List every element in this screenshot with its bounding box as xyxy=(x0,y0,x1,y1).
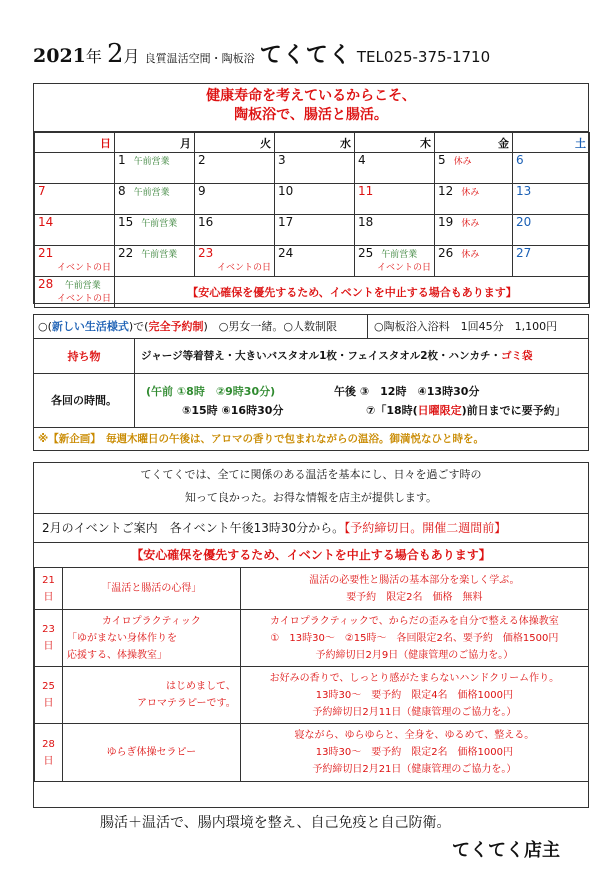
day-number: 22 xyxy=(118,246,134,260)
calendar-block xyxy=(33,83,589,304)
day-tag: 休み xyxy=(461,250,480,260)
day-number: 3 xyxy=(278,153,286,167)
event-date-unit: 日 xyxy=(43,591,54,603)
event-day-label: イベントの日 xyxy=(376,263,431,273)
calendar-day xyxy=(355,215,435,246)
calendar-day xyxy=(35,153,115,184)
calendar-day xyxy=(115,215,195,246)
day-tag: 午前営業 xyxy=(141,250,178,260)
shop-logo: てくてく xyxy=(259,43,352,68)
price: ○陶板浴入浴料 1回45分 1,100円 xyxy=(374,320,558,333)
weekday-wed: 水 xyxy=(275,133,355,153)
event-title-line: 「ゆがまない身体作りを xyxy=(66,632,177,644)
footer-signature: てくてく店主 xyxy=(452,840,560,861)
event-title-line: アロマテラピーです。 xyxy=(136,698,236,709)
event-announcement xyxy=(34,513,588,543)
weekday-sat: 土 xyxy=(513,133,590,153)
times-afternoon: 午後 ③ 12時 ④13時30分 xyxy=(334,385,480,398)
day-number: 20 xyxy=(516,215,532,229)
footer-line: 腸活＋温活で、腸内環境を整え、自己免疫と自己防衛。 xyxy=(100,815,451,831)
day-tag: 午前営業 xyxy=(141,219,178,229)
event-day-label: イベントの日 xyxy=(56,263,111,273)
event-date-unit: 日 xyxy=(43,755,54,767)
calendar-week-row xyxy=(35,184,590,215)
slogan xyxy=(34,84,588,132)
announce-text: 2月のイベントご案内 各イベント午後13時30分から。 xyxy=(42,521,345,535)
event-row xyxy=(35,724,589,782)
calendar-day xyxy=(513,215,590,246)
event-deadline-note: 予約締切日2月9日（健康管理のご協力を。） xyxy=(315,649,514,661)
day-number: 27 xyxy=(516,246,532,260)
subtitle: 良質温活空間・陶板浴 xyxy=(144,52,255,65)
slogan-line-2: 陶板浴で、腸活と腸活。 xyxy=(234,107,388,123)
event-date xyxy=(35,724,63,782)
event-date xyxy=(35,667,63,724)
event-title-line: カイロプラクティック xyxy=(101,615,201,627)
calendar-day xyxy=(275,184,355,215)
calendar-week-row xyxy=(35,153,590,184)
day-number: 14 xyxy=(38,215,54,229)
style-row xyxy=(34,315,588,339)
calendar-day xyxy=(275,153,355,184)
event-date-day: 28 xyxy=(42,738,55,750)
calendar-day xyxy=(195,246,275,277)
calendar-day xyxy=(435,215,513,246)
event-row xyxy=(35,610,589,667)
day-number: 21 xyxy=(38,246,54,260)
deadline-text: 【予約締切日。開催二週間前】 xyxy=(344,521,507,535)
slogan-line-1: 健康寿命を考えているからこそ、 xyxy=(206,88,416,104)
calendar-weeks xyxy=(35,153,590,277)
day-number: 11 xyxy=(358,184,374,198)
event-title xyxy=(62,568,240,610)
event-title xyxy=(62,724,240,782)
calendar-day xyxy=(115,184,195,215)
calendar-day xyxy=(355,153,435,184)
day-number: 24 xyxy=(278,246,294,260)
items-label: 持ち物 xyxy=(67,350,101,363)
items-row xyxy=(34,339,588,374)
day-number: 15 xyxy=(118,215,134,229)
calendar-day xyxy=(115,246,195,277)
day-tag: 休み xyxy=(453,157,472,167)
calendar-day xyxy=(35,246,115,277)
weekday-row xyxy=(35,133,590,153)
reservation-only: 完全予約制 xyxy=(148,320,204,333)
day-number: 19 xyxy=(438,215,454,229)
year-unit: 年 xyxy=(85,47,102,66)
items-text: ジャージ等着替え・大きいバスタオル1枚・フェイスタオル2枚・ハンカチ・ゴミ袋 xyxy=(141,350,533,362)
calendar-day xyxy=(35,184,115,215)
day-number: 25 xyxy=(358,246,374,260)
event-description xyxy=(240,610,588,667)
day-number: 7 xyxy=(38,184,46,198)
times-morning: (午前 ①8時 ②9時30分) xyxy=(146,385,276,398)
event-date-unit: 日 xyxy=(43,641,54,652)
calendar-day xyxy=(435,153,513,184)
info-block xyxy=(33,314,589,451)
day-tag: 午前営業 xyxy=(133,157,170,167)
day-number: 18 xyxy=(358,215,374,229)
event-deadline-note: 予約締切日2月21日（健康管理のご協力を。） xyxy=(312,764,517,775)
event-desc-line: 寝ながら、ゆらゆらと、全身を、ゆるめて、整える。 xyxy=(294,730,535,741)
event-desc-line: 13時30～ 要予約 限定4名 価格1000円 xyxy=(315,689,514,701)
event-date-unit: 日 xyxy=(43,698,54,709)
event-desc-line: 温活の必要性と腸活の基本部分を楽しく学ぶ。 xyxy=(309,574,520,586)
day-number: 16 xyxy=(198,215,214,229)
calendar-day xyxy=(513,153,590,184)
times-sunday: ⑦「18時(日曜限定)前日までに要予約」 xyxy=(366,404,566,417)
event-title-line: 「温活と腸活の心得」 xyxy=(101,583,202,594)
event-cancel-notice: 【安心確保を優先するため、イベントを中止する場合もあります】 xyxy=(34,543,588,568)
weekday-tue: 火 xyxy=(195,133,275,153)
calendar-day xyxy=(513,184,590,215)
day-number: 23 xyxy=(198,246,214,260)
calendar-day xyxy=(435,184,513,215)
event-desc-line: ① 13時30～ ②15時～ 各回限定2名、要予約 価格1500円 xyxy=(270,632,559,644)
intro-line-1: てくてくでは、全てに関係のある温活を基本にし、日々を過ごす時の xyxy=(140,468,482,481)
weekday-sun: 日 xyxy=(35,133,115,153)
event-day-label: イベントの日 xyxy=(56,294,111,304)
event-deadline-note: 予約締切日2月11日（健康管理のご協力を。） xyxy=(312,706,517,718)
times-label: 各回の時間。 xyxy=(51,394,117,407)
event-date-day: 25 xyxy=(42,681,55,692)
day-number: 26 xyxy=(438,246,454,260)
event-day-label: イベントの日 xyxy=(216,263,271,273)
day-number: 6 xyxy=(516,153,524,167)
calendar-day xyxy=(195,215,275,246)
calendar-day xyxy=(355,184,435,215)
event-date xyxy=(35,568,63,610)
day-tag: 午前営業 xyxy=(381,250,418,260)
day-number: 10 xyxy=(278,184,294,198)
calendar-last-row xyxy=(35,277,590,308)
day-tag: 午前営業 xyxy=(133,188,170,198)
day-number: 1 xyxy=(118,153,126,167)
calendar-day-28 xyxy=(35,277,115,308)
times-evening: ⑤15時 ⑥16時30分 xyxy=(182,404,284,417)
calendar-day xyxy=(355,246,435,277)
event-title xyxy=(62,610,240,667)
event-desc-line: カイロプラクティックで、からだの歪みを自分で整える体操教室 xyxy=(270,615,559,627)
day-number: 28 xyxy=(38,277,54,291)
event-row xyxy=(35,667,589,724)
day-tag: 休み xyxy=(461,188,480,198)
calendar-day xyxy=(195,184,275,215)
event-desc-line: 13時30～ 要予約 限定2名 価格1000円 xyxy=(315,747,514,758)
new-lifestyle: 新しい生活様式 xyxy=(51,320,129,333)
weekday-mon: 月 xyxy=(115,133,195,153)
cancel-notice: 【安心確保を優先するため、イベントを中止する場合もあります】 xyxy=(115,277,590,308)
weekday-fri: 金 xyxy=(435,133,513,153)
calendar-day xyxy=(513,246,590,277)
event-desc-line: 要予約 限定2名 価格 無料 xyxy=(346,591,483,603)
event-description xyxy=(240,667,588,724)
day-number: 8 xyxy=(118,184,126,198)
day-number: 2 xyxy=(198,153,206,167)
day-number: 13 xyxy=(516,184,532,198)
style-text: ○(新しい生活様式)で(完全予約制) ○男女一緒。○人数制限 xyxy=(38,320,337,333)
day-number: 12 xyxy=(438,184,454,198)
calendar-week-row xyxy=(35,215,590,246)
event-date xyxy=(35,610,63,667)
calendar-day xyxy=(35,215,115,246)
day-number: 5 xyxy=(438,153,446,167)
calendar-day xyxy=(435,246,513,277)
event-row xyxy=(35,568,589,610)
times-row xyxy=(34,374,588,428)
calendar-day xyxy=(115,153,195,184)
event-desc-line: お好みの香りで、しっとり感がたまらないハンドクリーム作り。 xyxy=(269,672,560,684)
calendar-day xyxy=(275,215,355,246)
day-number: 4 xyxy=(358,153,366,167)
day-tag: 休み xyxy=(461,219,480,229)
day-number: 17 xyxy=(278,215,294,229)
event-title-line: ゆらぎ体操セラピー xyxy=(106,747,197,758)
year: 2021 xyxy=(33,45,86,67)
event-description xyxy=(240,724,588,782)
event-intro xyxy=(34,463,588,514)
event-table xyxy=(34,567,589,782)
event-block xyxy=(33,462,589,808)
day-tag: 午前営業 xyxy=(64,281,101,291)
event-description xyxy=(240,568,588,610)
event-date-day: 23 xyxy=(42,624,55,635)
telephone: TEL025-375-1710 xyxy=(356,48,491,66)
event-title-line: はじめまして、 xyxy=(165,681,236,692)
event-title-line: 応援する、体操教室」 xyxy=(66,649,167,661)
new-plan: ※【新企画】 毎週木曜日の午後は、アロマの香りで包まれながらの温浴。御満悦なひと時を。 xyxy=(38,433,484,445)
day-number: 9 xyxy=(198,184,206,198)
intro-line-2: 知って良かった。お得な情報を店主が提供します。 xyxy=(184,491,438,504)
page-header xyxy=(33,38,603,69)
calendar-table xyxy=(34,132,590,308)
calendar-day xyxy=(195,153,275,184)
month-unit: 月 xyxy=(123,47,140,66)
calendar-week-row xyxy=(35,246,590,277)
event-date-day: 21 xyxy=(42,574,55,586)
calendar-day xyxy=(275,246,355,277)
month: 2 xyxy=(107,39,124,69)
weekday-thu: 木 xyxy=(355,133,435,153)
event-title xyxy=(62,667,240,724)
